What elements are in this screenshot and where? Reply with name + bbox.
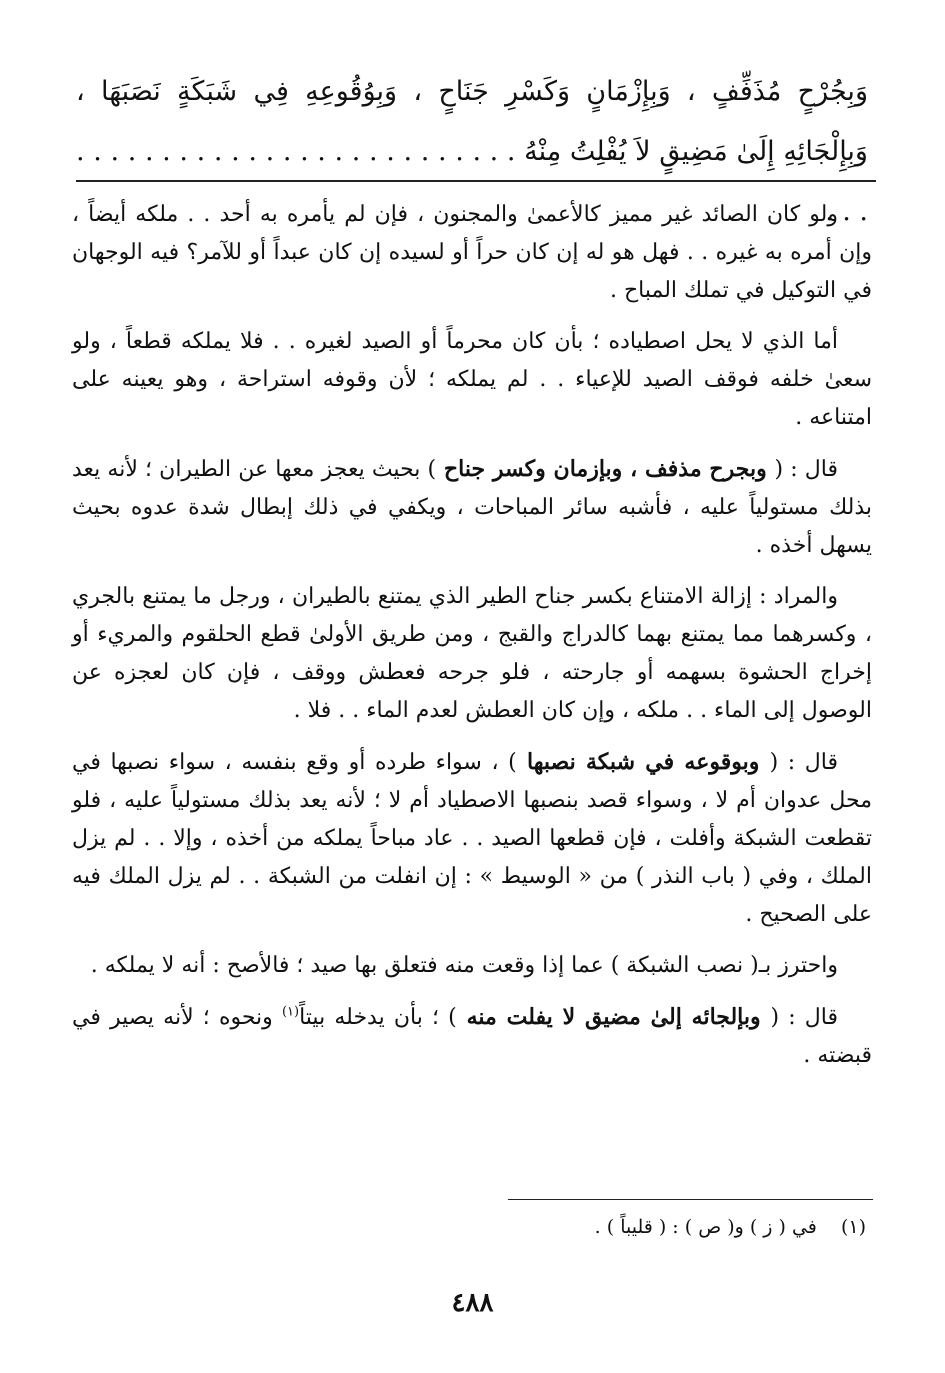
page-number: ٤٨٨ bbox=[451, 1288, 494, 1318]
matn-line-1: وَبِجُرْحٍ مُذَفِّفٍ ، وَبِإِزْمَانٍ وَكَسْرِ جَنَاحٍ ، وَبِوُقُوعِهِ فِي شَبَكَةٍ نَصَبَهَا ، وَبِإِلْجَائِهِ إِلَىٰ bbox=[76, 76, 868, 167]
paragraph-5 bbox=[72, 743, 872, 934]
quoted-matn: وبجرح مذفف ، وبإزمان وكسر جناح bbox=[436, 456, 775, 482]
footnote-number: (١) bbox=[840, 1216, 866, 1238]
quote-open: قال : ( bbox=[770, 1005, 838, 1030]
paragraph-2: أما الذي لا يحل اصطياده ؛ بأن كان محرماً أو الصيد لغيره . . فلا يملكه قطعاً ، ولو سعىٰ خلفه فوقف الصيد للإعياء . . لم يملكه ؛ لأن وقوفه استراحة ، وهو يعينه على امتناعه . bbox=[72, 329, 872, 430]
paragraph-text: ) ، سواء طرده أو وقع بنفسه ، سواء نصبها في محل عدوان أم لا ، وسواء قصد بنصبها الاصطياد أم لا ؛ لأنه يعد بذلك مستولياً عليه ، فلو تقطعت الشبكة وأفلت ، فإن قطعها الصيد . . عاد مباحاً يملكه من أخذه ، وإلا . . لم يزل الملك ، وفي ( باب النذر ) من « الوسيط » : إن انفلت من الشبكة . . لم يزل الملك فيه على الصحيح . bbox=[72, 750, 872, 927]
quoted-matn: وبإلجائه إلىٰ مضيق لا يفلت منه bbox=[456, 1004, 771, 1030]
paragraph-6: واحترز بـ( نصب الشبكة ) عما إذا وقعت منه فتعلق بها صيد ؛ فالأصح : أنه لا يملكه . bbox=[90, 953, 838, 978]
footnote bbox=[76, 1212, 866, 1242]
paragraph-text: ) ؛ بأن يدخله بيتاً bbox=[299, 1005, 457, 1030]
quoted-matn: وبوقوعه في شبكة نصبها bbox=[516, 749, 770, 775]
footnote-text: في ( ز ) و( ص ) : ( قليباً ) . bbox=[594, 1216, 817, 1238]
footnote-separator-line bbox=[508, 1199, 873, 1200]
commentary-body bbox=[72, 196, 872, 1088]
paragraph-3 bbox=[72, 450, 872, 565]
paragraph-7 bbox=[72, 998, 872, 1075]
footnote-reference[interactable]: (١) bbox=[281, 1004, 300, 1020]
paragraph-4: والمراد : إزالة الامتناع بكسر جناح الطير الذي يمتنع بالطيران ، ورجل ما يمتنع بالجري ، وكسرهما مما يمتنع بهما كالدراج والقبج ، ومن طريق الأولىٰ قطع الحلقوم والمريء أو إخراج الحشوة بسهمه أو جارحته ، فلو جرحه فعطش ووقف ، فإن كان لعجزه عن الوصول إلى الماء . . ملكه ، وإن كان العطش لعدم الماء . . فلا . bbox=[72, 584, 872, 723]
paragraph-text-end: ونحوه ؛ لأنه يصير في قبضته . bbox=[72, 1005, 872, 1068]
paragraph-text: ) بحيث يعجز معها عن الطيران ؛ لأنه يعد بذلك مستولياً عليه ، فأشبه سائر المباحات ، ويكفي في ذلك إبطال شدة عدوه بحيث يسهل أخذه . bbox=[72, 457, 872, 558]
matn-dots: . . . . . . . . . . . . . . . . . . . . . . . . . . . . . bbox=[76, 136, 868, 227]
quote-open: قال : ( bbox=[769, 750, 839, 775]
matn-separator-line bbox=[76, 180, 876, 182]
quote-open: قال : ( bbox=[774, 457, 838, 482]
paragraph-1: ولو كان الصائد غير مميز كالأعمىٰ والمجنون ، فإن لم يأمره به أحد . . ملكه أيضاً ، وإن أمره به غيره . . فهل هو له إن كان حراً أو لسيده إن كان عبداً أو للآمر؟ فيه الوجهان في التوكيل في تملك المباح . bbox=[72, 202, 872, 303]
matn-line-2: مَضِيقٍ لاَ يُفْلِتُ مِنْهُ bbox=[524, 136, 728, 167]
